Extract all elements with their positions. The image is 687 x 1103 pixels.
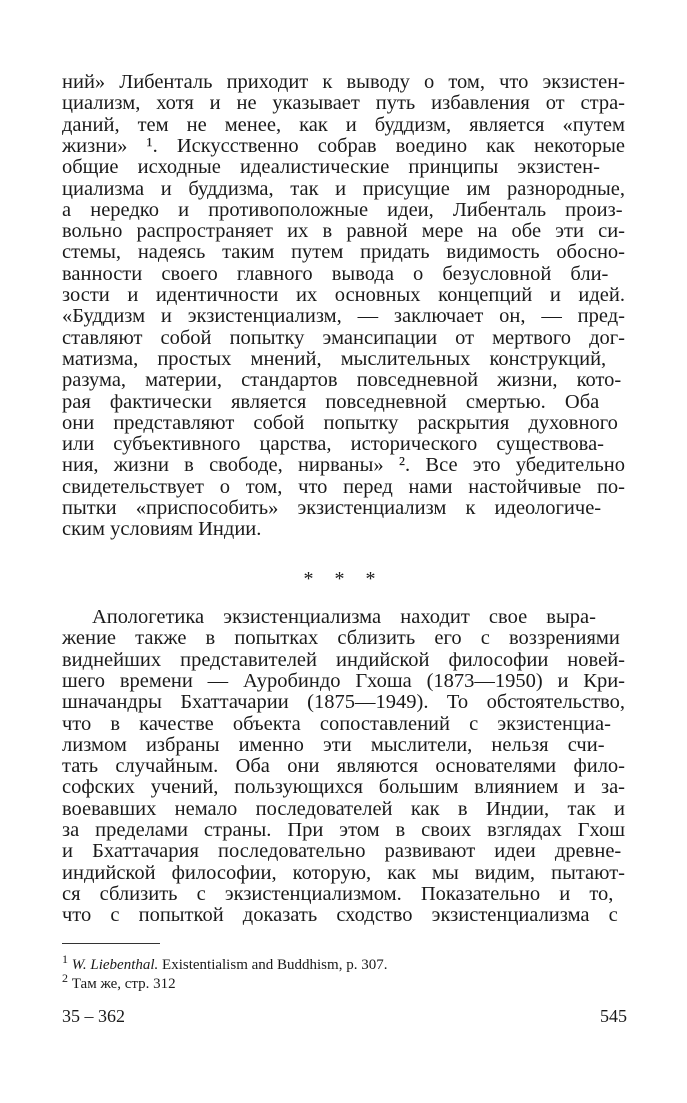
text-line: ставляют собой попытку эмансипации от мертвого дог- (62, 326, 625, 349)
text-line: даний, тем не менее, как и буддизм, является «путем (62, 113, 625, 136)
printer-signature: 35 – 362 (62, 1006, 125, 1026)
text-line: индийской философии, которую, как мы видим, пытают- (62, 861, 625, 884)
text-line: тать случайным. Оба они являются основателями фило- (62, 755, 625, 778)
text-line: вольно распространяет их в равной мере на обе эти си- (62, 220, 625, 243)
section-separator: * * * (303, 568, 384, 590)
text-line: циализма и буддизма, так и присущие им разнородные, (62, 177, 625, 200)
text-line: разума, материи, стандартов повседневной жизни, кото- (62, 369, 622, 392)
text-line: воевавших немало последователей как в Индии, так и (62, 797, 625, 820)
page-number: 545 (600, 1006, 627, 1026)
footnote-mark: 2 (62, 971, 68, 985)
text-line: виднейших представителей индийской философии новей- (62, 648, 625, 671)
text-line: «Буддизм и экзистенциализм, — заключает он, — пред- (62, 305, 625, 328)
text-line: софских учений, пользующихся большим влиянием и за- (62, 776, 625, 799)
text-line: или субъективного царства, исторического существова- (62, 433, 604, 456)
text-line: стемы, надеясь таким путем придать видимость обосно- (62, 241, 625, 264)
text-line: жизни» ¹. Искусственно собрав воедино как некоторые (62, 134, 625, 157)
text-line: матизма, простых мнений, мыслительных конструкций, (62, 347, 607, 370)
text-line: за пределами страны. При этом в своих взглядах Гхош (62, 819, 625, 841)
text-line: зости и идентичности их основных концепций и идей. (62, 284, 625, 306)
text-line: ским условиям Индии. (62, 518, 262, 541)
text-line: рая фактически является повседневной смертью. Оба (62, 390, 600, 413)
footnote-2 (62, 971, 176, 993)
text-line: и Бхаттачария последовательно развивают идеи древне- (62, 840, 622, 863)
text-line: ся сблизить с экзистенциализмом. Показательно и то, (62, 882, 614, 905)
footnote-author: W. Liebenthal. (71, 957, 159, 973)
footnote-mark: 1 (62, 952, 68, 966)
text-line: ний» Либенталь приходит к выводу о том, что экзистен- (62, 71, 625, 93)
text-line: лизмом избраны именно эти мыслители, нельзя счи- (62, 733, 605, 756)
text-line: что в качестве объекта сопоставлений с экзистенциа- (62, 712, 611, 735)
text-line: пытки «приспособить» экзистенциализм к идеологиче- (62, 497, 602, 519)
text-line: ванности своего главного вывода о безусловной бли- (62, 262, 609, 285)
text-line: шего времени — Ауробиндо Гхоша (1873—1950) и Кри- (62, 669, 625, 692)
text-line: жение также в попытках сблизить его с воззрениями (62, 627, 620, 650)
text-line: Апологетика экзистенциализма находит свое выра- (92, 606, 596, 628)
footnote-1 (62, 952, 388, 974)
text-line: ния, жизни в свободе, нирваны» ². Все это убедительно (62, 454, 625, 477)
text-line: что с попыткой доказать сходство экзистенциализма с (62, 904, 618, 927)
text-line: циализм, хотя и не указывает путь избавления от стра- (62, 92, 625, 115)
footnote-text: Там же, стр. 312 (71, 976, 176, 992)
text-line: общие исходные идеалистические принципы экзистен- (62, 156, 600, 179)
text-line: шначандры Бхаттачарии (1875—1949). То обстоятельство, (62, 691, 625, 714)
text-line: а нередко и противоположные идеи, Либенталь произ- (62, 198, 623, 221)
text-line: они представляют собой попытку раскрытия духовного (62, 411, 618, 434)
text-line: свидетельствует о том, что перед нами настойчивые по- (62, 475, 625, 498)
footnote-text: Existentialism and Buddhism, p. 307. (158, 957, 388, 973)
footnote-rule (62, 943, 160, 944)
